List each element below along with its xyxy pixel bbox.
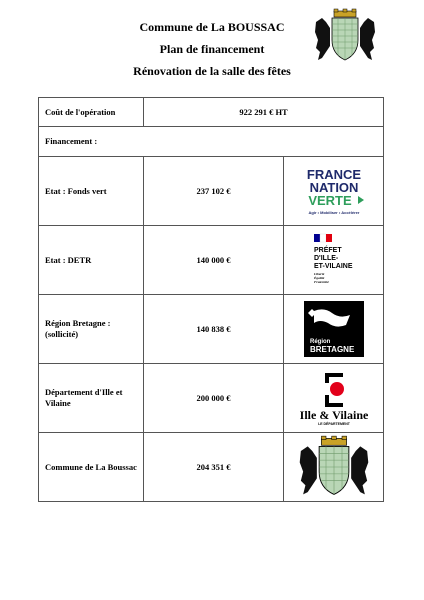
boussac-crest-icon	[312, 8, 378, 64]
table-row	[39, 433, 384, 502]
svg-text:Fraternité: Fraternité	[313, 280, 329, 284]
region-bretagne-logo	[284, 295, 384, 364]
svg-text:Ille & Vilaine: Ille & Vilaine	[299, 408, 368, 422]
svg-text:Région: Région	[309, 339, 330, 345]
table-row	[39, 295, 384, 364]
svg-text:D'ILLE-: D'ILLE-	[313, 255, 338, 262]
svg-text:PRÉFET: PRÉFET	[313, 247, 342, 254]
france-nation-verte-logo	[284, 157, 384, 226]
svg-text:NATION: NATION	[309, 180, 358, 195]
svg-text:FRANCE: FRANCE	[306, 167, 361, 182]
svg-text:Agir • Mobiliser • Accélérer: Agir • Mobiliser • Accélérer	[308, 210, 359, 215]
row-label: Etat : Fonds vert	[39, 157, 144, 226]
row-amount: 140 838 €	[144, 295, 284, 364]
svg-text:Liberté: Liberté	[313, 272, 324, 276]
row-label: Commune de La Boussac	[39, 433, 144, 502]
row-label: Département d'Ille et Vilaine	[39, 364, 144, 433]
svg-text:LE DÉPARTEMENT: LE DÉPARTEMENT	[317, 422, 350, 426]
svg-text:ET-VILAINE: ET-VILAINE	[313, 263, 353, 270]
cost-label: Coût de l'opération	[39, 98, 144, 127]
boussac-crest-logo	[284, 433, 384, 502]
ille-et-vilaine-logo	[284, 364, 384, 433]
row-amount: 140 000 €	[144, 226, 284, 295]
financing-table	[38, 97, 384, 502]
financing-label: Financement :	[39, 127, 384, 157]
table-row	[39, 226, 384, 295]
row-amount: 204 351 €	[144, 433, 284, 502]
prefet-ille-et-vilaine-logo	[284, 226, 384, 295]
cost-value: 922 291 € HT	[144, 98, 384, 127]
commune-title: Commune de La BOUSSAC	[139, 20, 285, 34]
row-label: Région Bretagne : (sollicité)	[39, 295, 144, 364]
financing-header-row	[39, 127, 384, 157]
table-row	[39, 157, 384, 226]
table-row	[39, 364, 384, 433]
cost-row	[39, 98, 384, 127]
plan-title: Plan de financement	[159, 42, 265, 56]
svg-text:Égalité: Égalité	[313, 276, 324, 280]
svg-text:VERTE: VERTE	[307, 193, 352, 208]
row-label: Etat : DETR	[39, 226, 144, 295]
svg-text:BRETAGNE: BRETAGNE	[309, 345, 354, 354]
row-amount: 200 000 €	[144, 364, 284, 433]
project-title: Rénovation de la salle des fêtes	[133, 64, 291, 78]
row-amount: 237 102 €	[144, 157, 284, 226]
